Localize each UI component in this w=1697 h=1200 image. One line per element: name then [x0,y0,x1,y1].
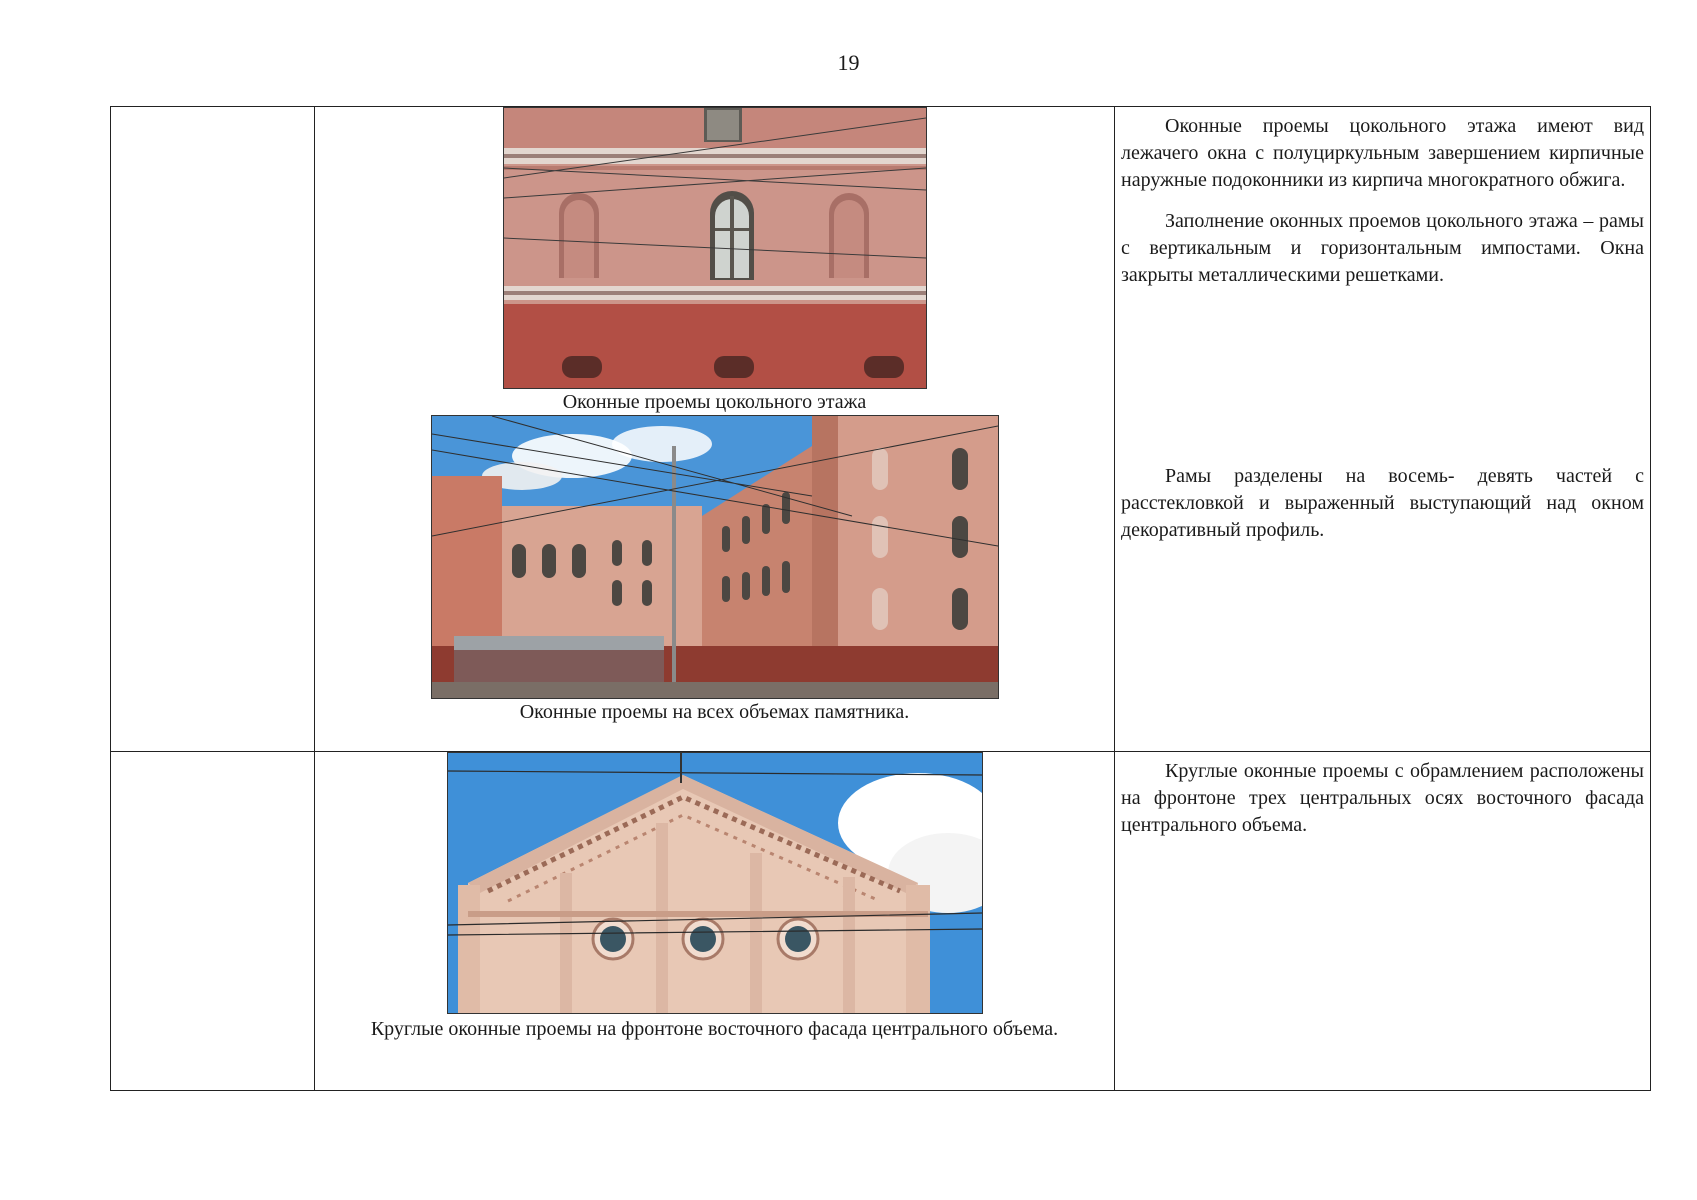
paragraph: Оконные проемы цокольного этажа имеют вид лежачего окна с полуциркульным завершением кирпичные наружные подоконники из кирпича многократного обжига. [1121,115,1644,191]
description-text [1115,107,1650,544]
figure [315,752,1114,1042]
spacer [1121,303,1644,463]
empty-cell [111,752,315,1091]
empty-cell [111,107,315,752]
gable-round-windows-photo [447,752,983,1014]
building-courtyard-facades-photo [431,415,999,699]
figure-caption: Круглые оконные проемы на фронтоне восточного фасада центрального объема. [370,1018,1059,1040]
page-number: 19 [837,50,860,75]
brick-basement-window-openings-photo [503,107,927,389]
figure-caption: Оконные проемы на всех объемах памятника. [519,701,910,723]
description-cell [1115,752,1651,1091]
table-row [111,107,1651,752]
photo-cell [315,752,1115,1091]
figure-caption: Оконные проемы цокольного этажа [562,391,867,413]
description-text [1115,752,1650,839]
paragraph: Заполнение оконных проемов цокольного этажа – рамы с вертикальным и горизонтальным импостами. Окна закрыты металлическими решетками. [1121,210,1644,286]
description-cell [1115,107,1651,752]
description-table [110,106,1651,1091]
table-row [111,752,1651,1091]
paragraph: Круглые оконные проемы с обрамлением расположены на фронтоне трех центральных осях восточного фасада центрального объема. [1121,760,1644,836]
paragraph: Рамы разделены на восемь- девять частей с расстекловкой и выраженный выступающий над окном декоративный профиль. [1121,465,1644,541]
figure [315,107,1114,415]
photo-cell [315,107,1115,752]
figure [315,415,1114,725]
